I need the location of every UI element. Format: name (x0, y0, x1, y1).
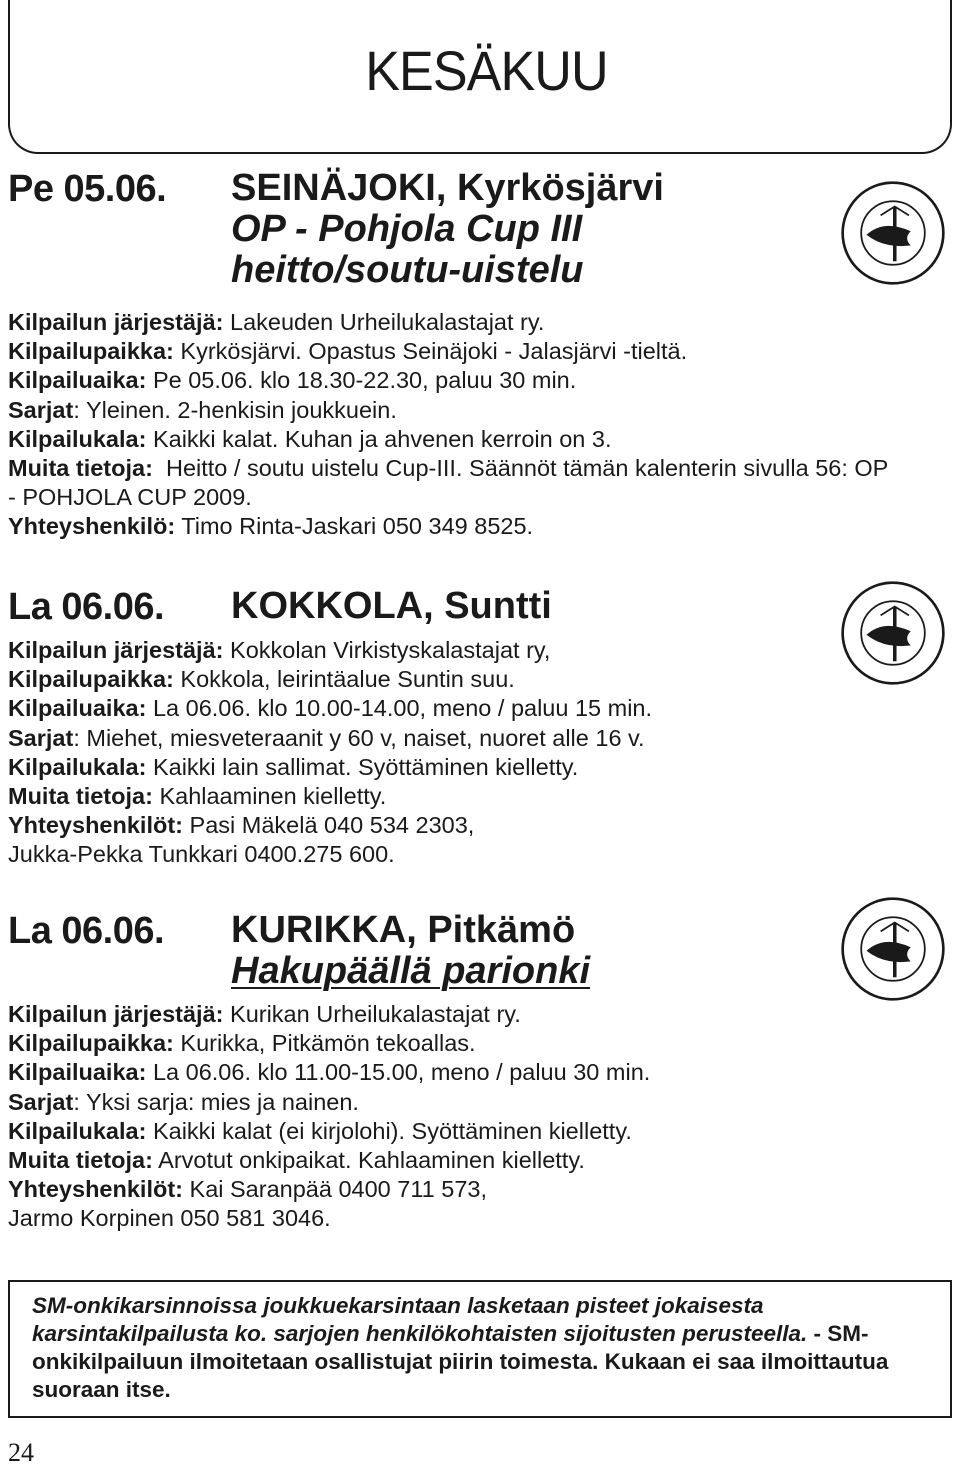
detail-organizer: Kilpailun järjestäjä: Kokkolan Virkistyskalastajat ry, (8, 637, 551, 663)
detail-other-info: Muita tietoja: Kahlaaminen kielletty. (8, 783, 387, 810)
detail-time: Kilpailuaika: La 06.06. klo 11.00-15.00, meno / paluu 30 min. (8, 1059, 651, 1086)
detail-contact: Yhteyshenkilöt: Kai Saranpää 0400 711 573, (8, 1176, 487, 1203)
detail-time: Kilpailuaika: La 06.06. klo 10.00-14.00, meno / paluu 15 min. (8, 695, 653, 722)
club-seal-logo (840, 180, 946, 286)
fish-icon (867, 207, 911, 262)
detail-contact: Yhteyshenkilöt: Pasi Mäkelä 040 534 2303, (8, 812, 475, 839)
detail-organizer: Kilpailun järjestäjä: Lakeuden Urheilukalastajat ry. (8, 309, 545, 335)
detail-contact-cont: Jarmo Korpinen 050 581 3046. (8, 1205, 331, 1232)
page-number: 24 (8, 1438, 34, 1467)
detail-fish: Kilpailukala: Kaikki lain sallimat. Syöttäminen kielletty. (8, 753, 579, 780)
page-title: KESÄKUU (365, 39, 608, 102)
event-date: La 06.06. (8, 910, 165, 952)
detail-series: Sarjat: Yleinen. 2-henkisin joukkuein. (8, 396, 397, 423)
detail-venue: Kilpailupaikka: Kurikka, Pitkämön tekoallas. (8, 1030, 476, 1057)
detail-series: Sarjat: Miehet, miesveteraanit y 60 v, naiset, nuoret alle 16 v. (8, 724, 645, 751)
detail-contact: Yhteyshenkilö: Timo Rinta-Jaskari 050 349 8525. (8, 513, 534, 540)
event-subtitle-2: heitto/soutu-uistelu (231, 249, 584, 291)
event-details (8, 308, 898, 542)
event-date: La 06.06. (8, 586, 165, 628)
detail-fish: Kilpailukala: Kaikki kalat. Kuhan ja ahvenen kerroin on 3. (8, 425, 612, 452)
notice-text: SM-onkikarsinnoissa joukkuekarsintaan lasketaan pisteet jokaisesta karsintakilpailusta ko. sarjojen henkilökohtaisten sijoitusten perusteella. - SM-onkikilpailuun ilmoitetaan osallistujat piirin toimesta. Kukaan ei saa ilmoittautua suoraan itse. (32, 1293, 889, 1402)
club-seal-logo (840, 580, 946, 686)
detail-fish: Kilpailukala: Kaikki kalat (ei kirjolohi). Syöttäminen kielletty. (8, 1117, 632, 1144)
event-date: Pe 05.06. (8, 168, 167, 210)
club-seal-logo (840, 896, 946, 1002)
event-subtitle: Hakupäällä parionki (231, 950, 591, 992)
detail-contact-cont: Jukka-Pekka Tunkkari 0400.275 600. (8, 841, 395, 868)
event-location: KOKKOLA, Suntti (231, 585, 552, 627)
header-box (8, 0, 952, 154)
fish-icon (867, 923, 911, 978)
detail-other-info: Muita tietoja: Arvotut onkipaikat. Kahlaaminen kielletty. (8, 1147, 585, 1174)
event-details (8, 1000, 650, 1234)
event-title (231, 168, 664, 291)
event-title (231, 586, 552, 627)
detail-other-info: Muita tietoja: Heitto / soutu uistelu Cup-III. Säännöt tämän kalenterin sivulla 56: OP - POHJOLA CUP 2009. (8, 455, 888, 511)
notice-box (8, 1280, 952, 1418)
fish-icon (867, 607, 911, 662)
event-subtitle: OP - Pohjola Cup III (231, 208, 583, 250)
event-details (8, 636, 652, 870)
detail-organizer: Kilpailun järjestäjä: Kurikan Urheilukalastajat ry. (8, 1001, 521, 1027)
event-title (231, 910, 590, 992)
event-location: SEINÄJOKI, Kyrkösjärvi (231, 167, 664, 209)
detail-venue: Kilpailupaikka: Kokkola, leirintäalue Suntin suu. (8, 666, 515, 693)
detail-venue: Kilpailupaikka: Kyrkösjärvi. Opastus Seinäjoki - Jalasjärvi -tieltä. (8, 338, 688, 365)
detail-time: Kilpailuaika: Pe 05.06. klo 18.30-22.30, paluu 30 min. (8, 367, 577, 394)
event-location: KURIKKA, Pitkämö (231, 909, 576, 951)
detail-series: Sarjat: Yksi sarja: mies ja nainen. (8, 1088, 359, 1115)
